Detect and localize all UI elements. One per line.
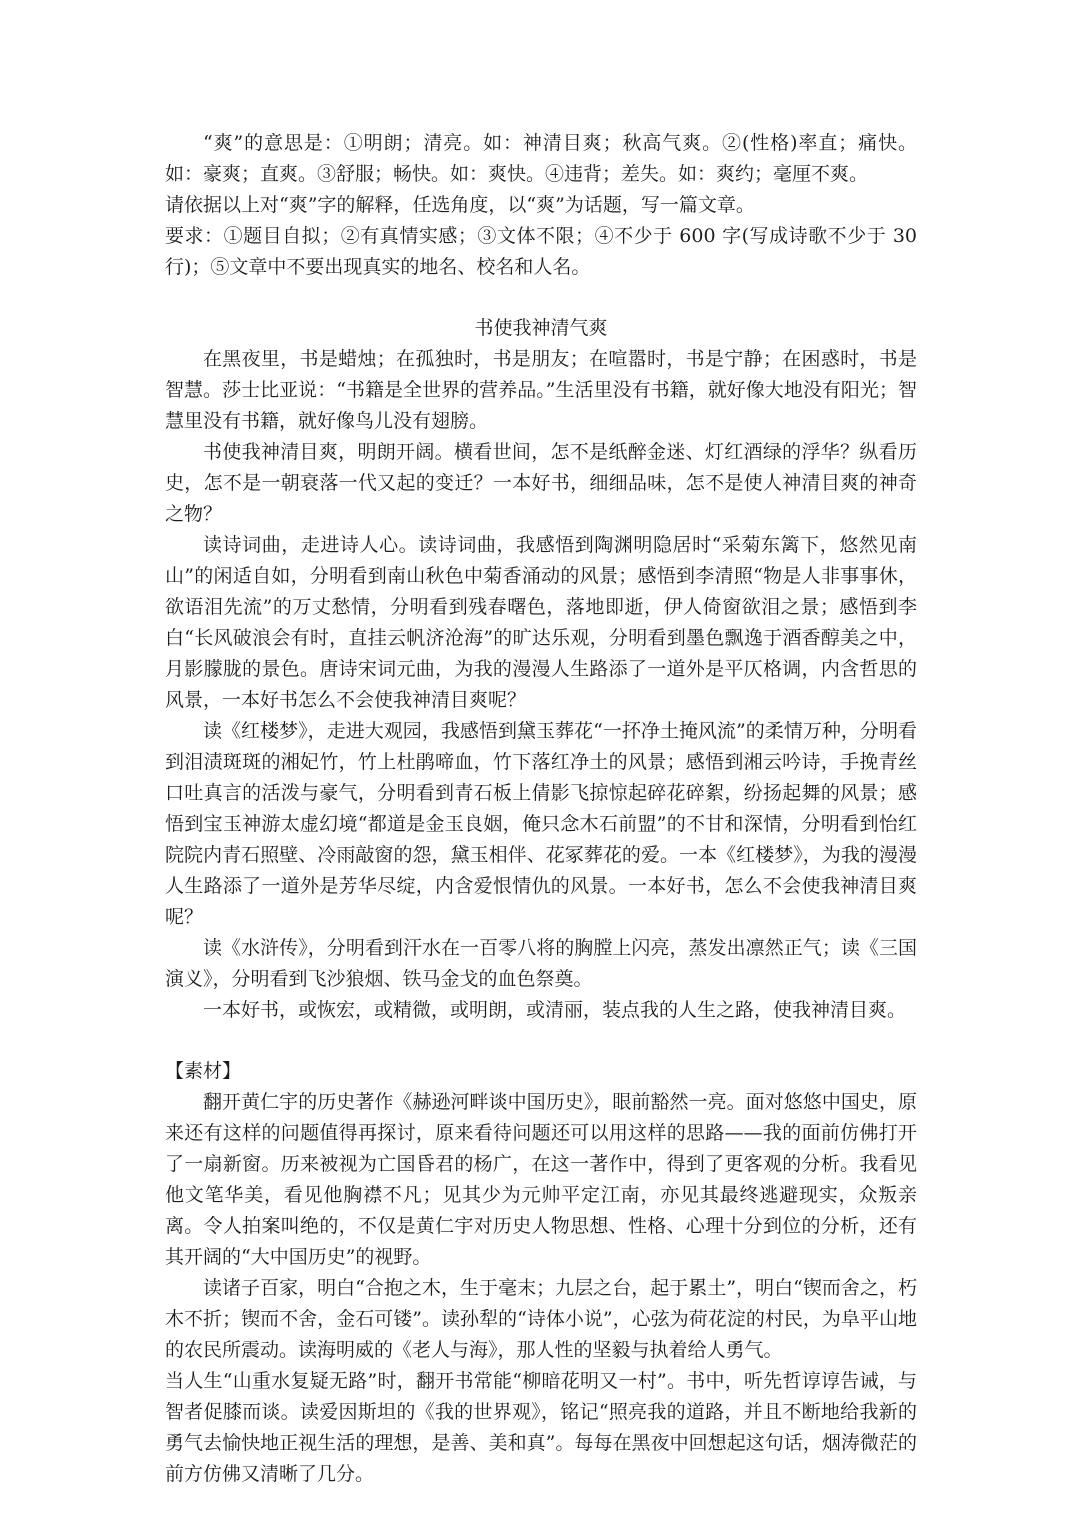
essay-paragraph: 读诗词曲，走进诗人心。读诗词曲，我感悟到陶渊明隐居时“采菊东篱下，悠然见南山”的闲适自如，分明看到南山秋色中菊香涌动的风景；感悟到李清照“物是人非事事休，欲语泪先流”的万丈愁情，分明看到残春曙色，落地即逝，伊人倚窗欲泪之景；感悟到李白“长风破浪会有时，直挂云帆济沧海”的旷达乐观，分明看到墨色飘逸于酒香醇美之中，月影朦胧的景色。唐诗宋词元曲，为我的漫漫人生路添了一道外是平仄格调，内含哲思的风景，一本好书怎么不会使我神清目爽呢？ [165, 534, 917, 711]
prompt-requirements: 要求：①题目自拟；②有真情实感；③文体不限；④不少于 600 字(写成诗歌不少于 30 行)；⑤文章中不要出现真实的地名、校名和人名。 [165, 225, 917, 278]
prompt-instruction: 请依据以上对“爽”字的解释，任选角度，以“爽”为话题，写一篇文章。 [165, 194, 755, 216]
prompt-section [165, 128, 917, 283]
essay-section [165, 313, 917, 1026]
material-label: 【素材】 [165, 1060, 242, 1082]
section-gap [165, 1026, 917, 1056]
material-paragraph: 翻开黄仁宇的历史著作《赫逊河畔谈中国历史》，眼前豁然一亮。面对悠悠中国史，原来还有这样的问题值得再探讨，原来看待问题还可以用这样的思路——我的面前仿佛打开了一扇新窗。历来被视为亡国昏君的杨广，在这一著作中，得到了更客观的分析。我看见他文笔华美，看见他胸襟不凡；见其少为元帅平定江南，亦见其最终逃避现实，众叛亲离。令人拍案叫绝的，不仅是黄仁宇对历史人物思想、性格、心理十分到位的分析，还有其开阔的“大中国历史”的视野。 [165, 1091, 917, 1268]
material-section [165, 1056, 917, 1490]
document-page [165, 128, 917, 1490]
material-paragraph-last: 当人生“山重水复疑无路”时，翻开书常能“柳暗花明又一村”。书中，听先哲谆谆告诫，与智者促膝而谈。读爱因斯坦的《我的世界观》，铭记“照亮我的道路，并且不断地给我新的勇气去愉快地正视生活的理想，是善、美和真”。每每在黑夜中回想起这句话，烟涛微茫的前方仿佛又清晰了几分。 [165, 1370, 917, 1485]
material-paragraph: 读诸子百家，明白“合抱之木，生于毫末；九层之台，起于累土”，明白“锲而舍之，朽木不折；锲而不舍，金石可镂”。读孙犁的“诗体小说”，心弦为荷花淀的村民，为阜平山地的农民所震动。读海明威的《老人与海》，那人性的坚毅与执着给人勇气。 [165, 1277, 917, 1361]
essay-paragraph: 一本好书，或恢宏，或精微，或明朗，或清丽，装点我的人生之路，使我神清目爽。 [203, 999, 907, 1021]
essay-paragraph: 读《红楼梦》，走进大观园，我感悟到黛玉葬花“一抔净土掩风流”的柔情万种，分明看到泪渍斑斑的湘妃竹，竹上杜鹃啼血，竹下落红净土的风景；感悟到湘云吟诗，手挽青丝口吐真言的活泼与豪气，分明看到青石板上倩影飞掠惊起碎花碎絮，纷扬起舞的风景；感悟到宝玉神游太虚幻境“都道是金玉良姻，俺只念木石前盟”的不甘和深情，分明看到怡红院院内青石照壁、冷雨敲窗的怨，黛玉相伴、花冢葬花的爱。一本《红楼梦》，为我的漫漫人生路添了一道外是芳华尽绽，内含爱恨情仇的风景。一本好书，怎么不会使我神清目爽呢？ [165, 720, 917, 928]
prompt-definition: “爽”的意思是：①明朗；清亮。如：神清目爽；秋高气爽。②(性格)率直；痛快。如：豪爽；直爽。③舒服；畅快。如：爽快。④违背；差失。如：爽约；毫厘不爽。 [165, 132, 917, 185]
essay-paragraph: 书使我神清目爽，明朗开阔。横看世间，怎不是纸醉金迷、灯红酒绿的浮华？纵看历史，怎不是一朝衰落一代又起的变迁？一本好书，细细品味，怎不是使人神清目爽的神奇之物？ [165, 441, 917, 525]
essay-paragraph: 读《水浒传》，分明看到汗水在一百零八将的胸膛上闪亮，蒸发出凛然正气；读《三国演义》，分明看到飞沙狼烟、铁马金戈的血色祭奠。 [165, 937, 917, 990]
essay-title: 书使我神清气爽 [474, 317, 608, 339]
essay-paragraph: 在黑夜里，书是蜡烛；在孤独时，书是朋友；在喧嚣时，书是宁静；在困惑时，书是智慧。莎士比亚说：“书籍是全世界的营养品。”生活里没有书籍，就好像大地没有阳光；智慧里没有书籍，就好像鸟儿没有翅膀。 [165, 348, 917, 432]
